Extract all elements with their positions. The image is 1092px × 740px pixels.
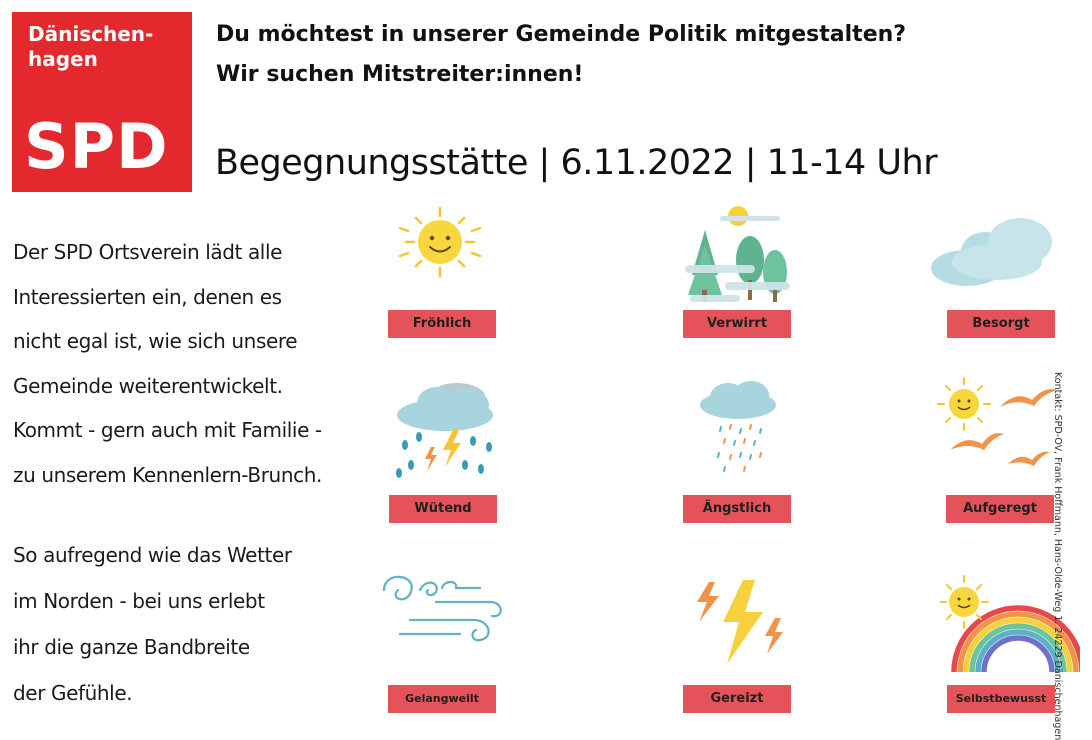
storm-cloud-icon xyxy=(385,375,525,485)
mood-cell-besorgt xyxy=(925,200,1065,340)
intro-line: So aufregend wie das Wetter xyxy=(13,543,292,567)
wind-icon xyxy=(380,560,520,670)
logo-town-name xyxy=(28,22,188,72)
intro-line: ihr die ganze Bandbreite xyxy=(13,635,250,659)
sun-birds-icon xyxy=(930,372,1070,482)
intro-line: Kommt - gern auch mit Familie - xyxy=(13,418,322,442)
headline xyxy=(216,15,906,95)
cloud-icon xyxy=(925,200,1065,295)
lightning-icon xyxy=(683,560,823,670)
headline-line2: Wir suchen Mitstreiter:innen! xyxy=(216,62,584,87)
sun-icon xyxy=(380,200,520,290)
intro-text-2 xyxy=(13,532,292,716)
mood-cell-froehlich xyxy=(380,200,520,340)
foggy-forest-icon xyxy=(680,200,820,305)
mood-label: Aufgeregt xyxy=(946,495,1054,523)
mood-label: Ängstlich xyxy=(683,495,791,523)
intro-line: im Norden - bei uns erlebt xyxy=(13,589,265,613)
intro-line: Gemeinde weiterentwickelt. xyxy=(13,373,283,398)
event-details: Begegnungsstätte | 6.11.2022 | 11-14 Uhr xyxy=(215,143,938,183)
intro-line: Interessierten ein, denen es xyxy=(13,284,282,309)
logo-town-line1: Dänischen- xyxy=(28,22,154,46)
logo-town-line2: hagen xyxy=(28,47,98,71)
mood-cell-aufgeregt xyxy=(930,372,1070,516)
intro-line: der Gefühle. xyxy=(13,681,133,705)
intro-line: nicht egal ist, wie sich unsere xyxy=(13,329,298,353)
mood-label: Fröhlich xyxy=(388,310,496,338)
drizzle-cloud-icon xyxy=(683,375,823,485)
mood-cell-wuetend xyxy=(385,375,525,515)
intro-line: zu unserem Kennenlern-Brunch. xyxy=(13,462,322,487)
intro-text xyxy=(13,230,322,497)
mood-cell-verwirrt xyxy=(680,200,820,340)
mood-label: Gelangweilt xyxy=(388,685,496,713)
mood-label: Wütend xyxy=(389,495,497,523)
mood-label: Selbstbewusst xyxy=(947,685,1055,713)
mood-cell-gelangweilt xyxy=(380,560,520,705)
mood-cell-aengstlich xyxy=(683,375,823,515)
headline-line1: Du möchtest in unserer Gemeinde Politik mitgestalten? xyxy=(216,22,907,47)
mood-label: Besorgt xyxy=(947,310,1055,338)
spd-logo xyxy=(12,12,192,192)
mood-label: Verwirrt xyxy=(683,310,791,338)
contact-info: Kontakt: SPD-OV, Frank Hoffmann, Hans-Olde-Weg 1, 24229 Dänischenhagen xyxy=(1052,372,1063,740)
intro-line: Der SPD Ortsverein lädt alle xyxy=(13,240,283,264)
mood-label: Gereizt xyxy=(683,685,791,713)
logo-party-name: SPD xyxy=(24,110,169,183)
mood-cell-gereizt xyxy=(683,560,823,706)
